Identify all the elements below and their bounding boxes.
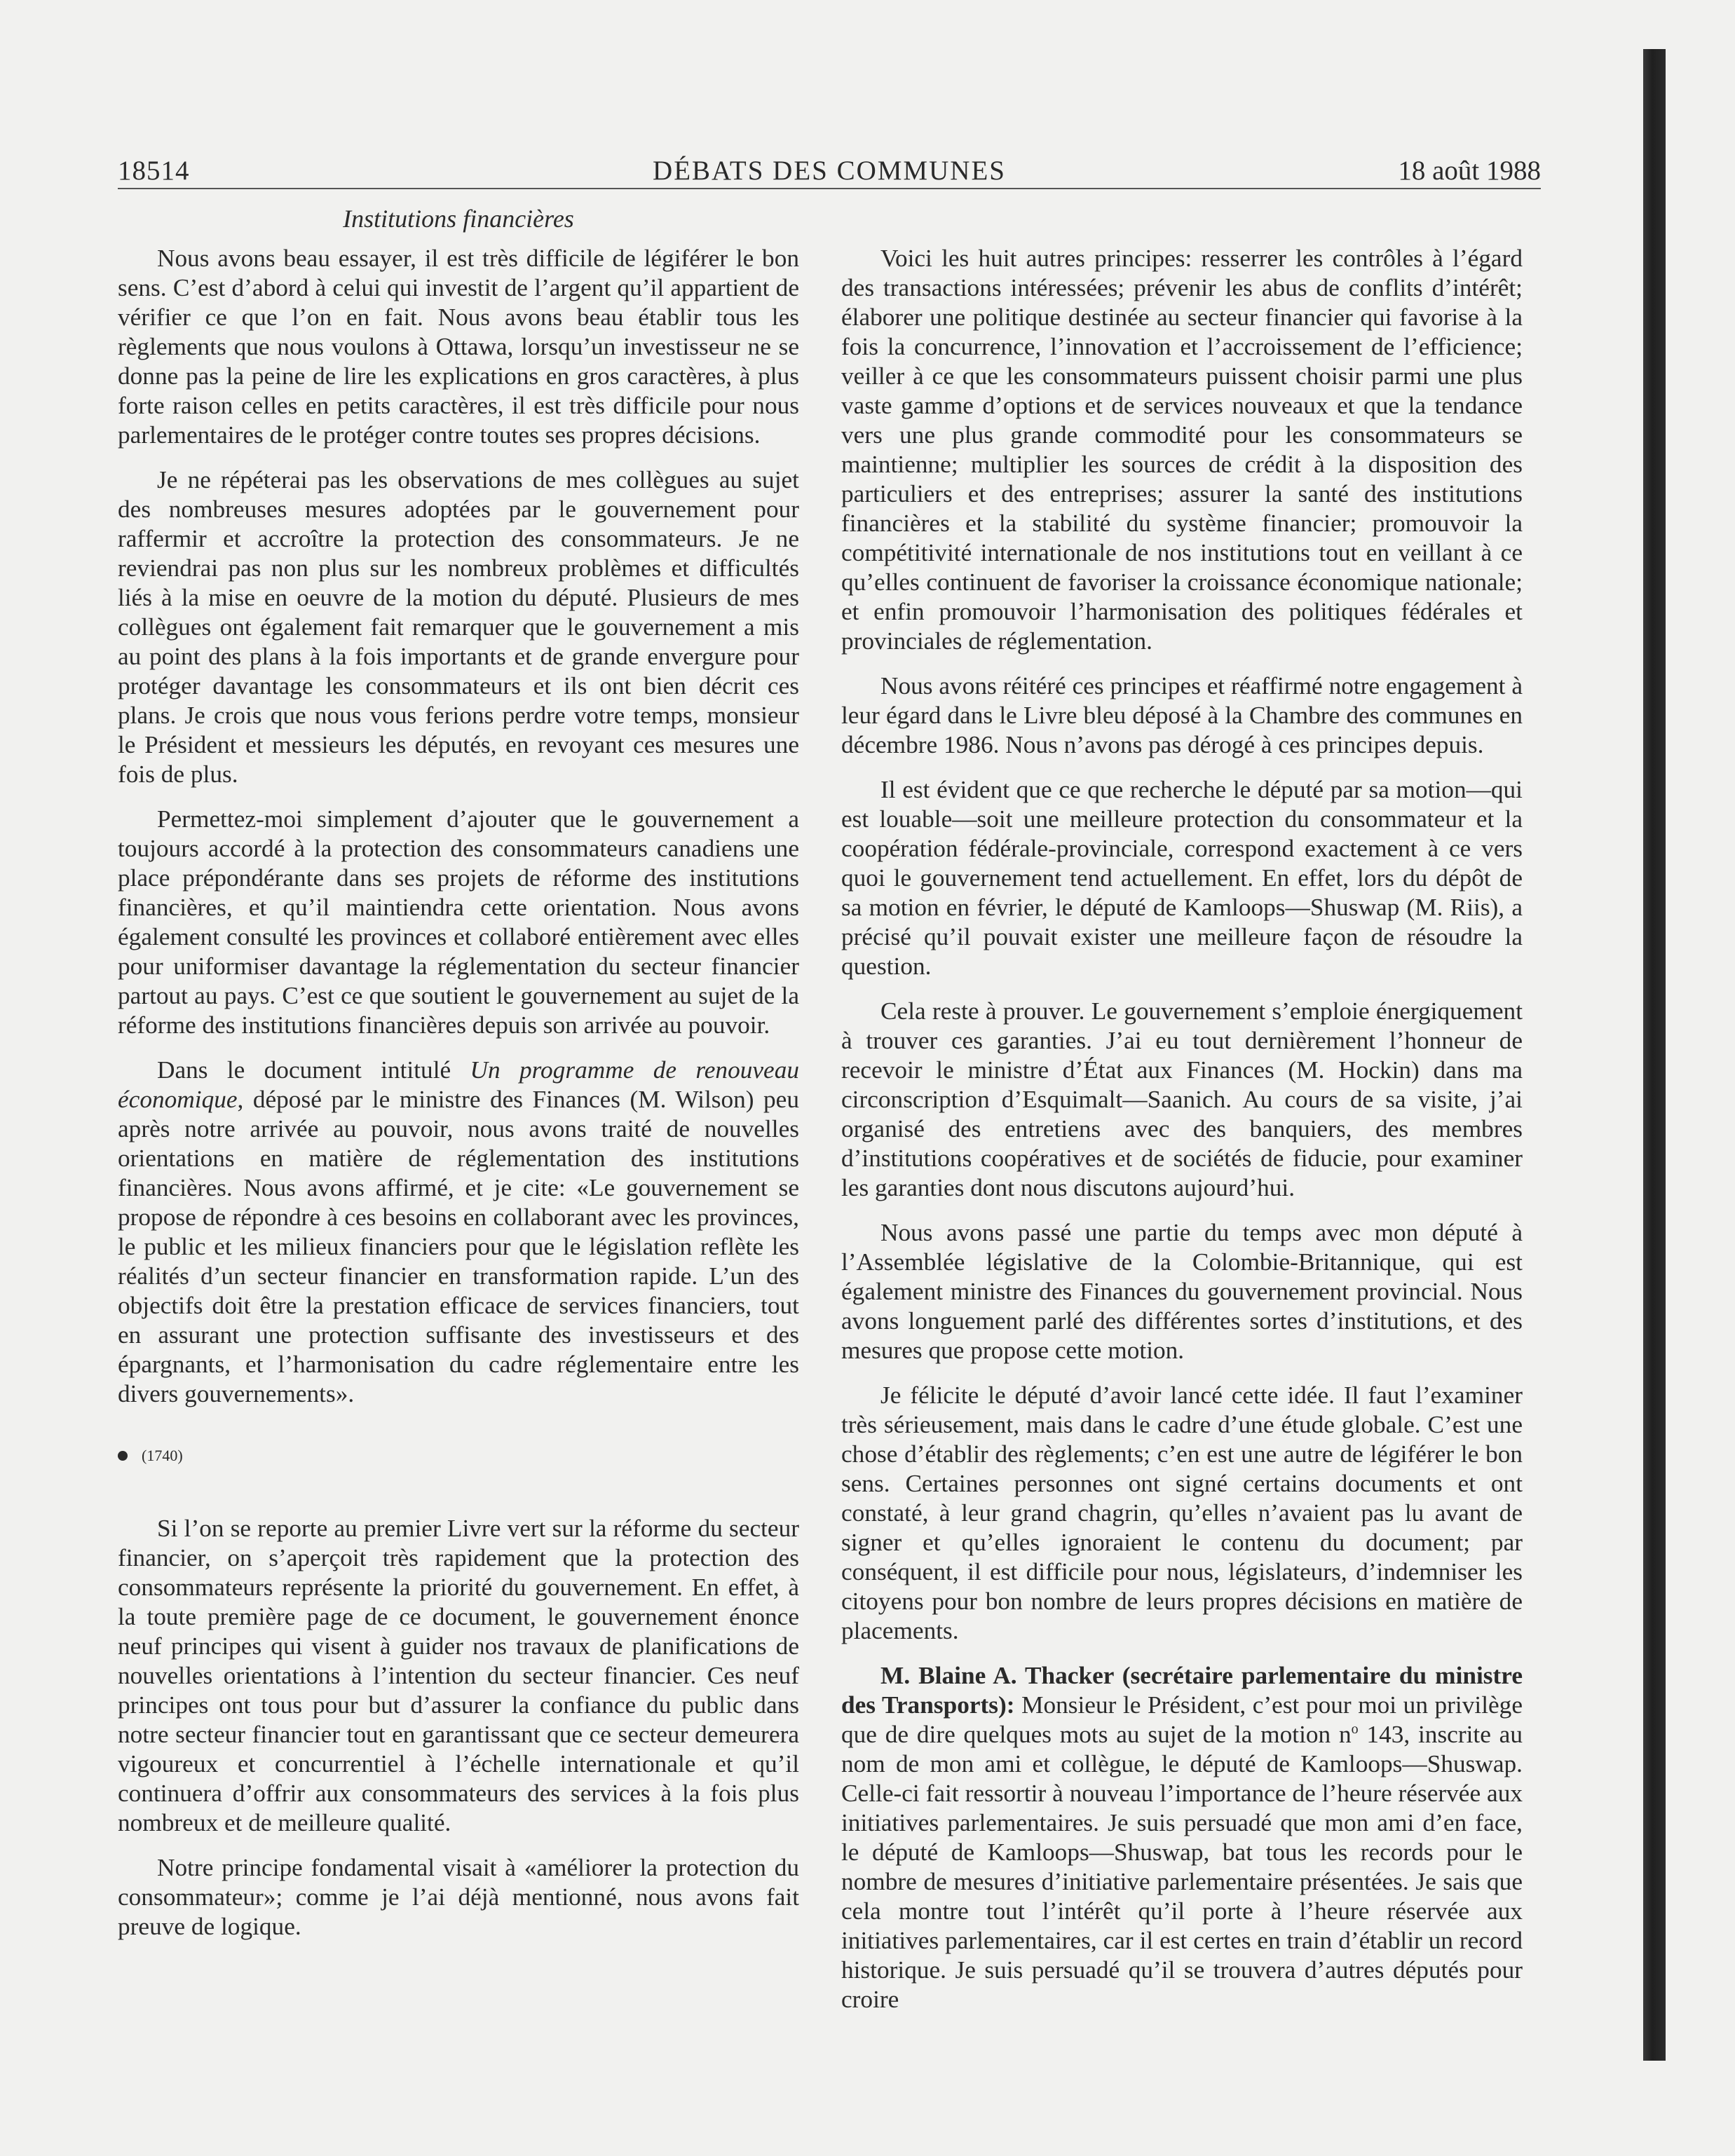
paragraph: Voici les huit autres principes: resserrer les contrôles à l’égard des transactions intéressées; prévenir les abus de conflits d’intérêt; élaborer une politique destinée au secteur financier qui favorise à la fois la concurrence, l’innovation et l’accroissement de l’efficience; veiller à ce que les consommateurs puissent choisir parmi une plus vaste gamme d’options et de services nouveaux et que la tendance vers une plus grande commodité pour les consommateurs se maintienne; multiplier les sources de crédit à la disposition des particuliers et des entreprises; assurer la santé des institutions financières et la stabilité du système financier; promouvoir la compétitivité internationale de nos institutions tout en veillant à ce qu’elles continuent de favoriser la croissance économique nationale; et enfin promouvoir l’harmonisation des politiques fédérales et provinciales de réglementation. (841, 245, 1523, 655)
time-marker-label: (1740) (142, 1447, 183, 1464)
time-marker (118, 1445, 799, 1466)
section-title: Institutions financières (343, 205, 574, 233)
speaker-name: M. Blaine A. Thacker (secrétaire parlementaire du ministre des Transports): (841, 1662, 1523, 1719)
page-number: 18514 (118, 156, 190, 186)
document-title: Un programme de renouveau économique (118, 1056, 799, 1113)
scan-edge-shadow (1643, 49, 1666, 2061)
bullet-icon (118, 1451, 128, 1461)
header-rule (118, 188, 1541, 189)
page-header (118, 153, 1541, 192)
text-run: Dans le document intitulé (157, 1056, 470, 1084)
paragraph: Cela reste à prouver. Le gouvernement s’emploie énergiquement à trouver ces garanties. J’ai eu tout dernièrement l’honneur de recevoir le ministre d’État aux Finances (M. Hockin) dans ma circonscription d’Esquimalt—Saanich. Au cours de sa visite, j’ai organisé des entretiens avec des banquiers, des membres d’institutions coopératives et de sociétés de fiducie, pour examiner les garanties dont nous discutons aujourd’hui. (841, 997, 1523, 1201)
paragraph: Nous avons beau essayer, il est très difficile de légiférer le bon sens. C’est d’abord à celui qui investit de l’argent qu’il appartient de vérifier ce que l’on en fait. Nous avons beau établir tous les règlements que nous voulons à Ottawa, lorsqu’un investisseur ne se donne pas la peine de lire les explications en gros caractères, à plus forte raison celles en petits caractères, il est très difficile pour nous parlementaires de le protéger contre toutes ses propres décisions. (118, 245, 799, 449)
journal-title: DÉBATS DES COMMUNES (653, 156, 1006, 186)
text-run: Monsieur le Président, c’est pour moi un privilège que de dire quelques mots au sujet de la motion n (841, 1691, 1523, 1748)
paragraph (118, 1056, 799, 1409)
text-run: 143, inscrite au nom de mon ami et collègue, le député de Kamloops—Shuswap. Celle-ci fait ressortir à nouveau l’importance de l’heure réservée aux initiatives parlementaires. Je suis persuadé que mon ami d’en face, le député de Kamloops—Shuswap, bat tous les records pour le nombre de mesures d’initiative parlementaire présentées. Je sais que cela montre tout l’intérêt qu’il porte à l’heure réservée aux initiatives parlementaires, car il est certes en train d’établir un record historique. Je suis persuadé qu’il se trouvera d’autres députés pour croire (841, 1721, 1523, 2013)
superscript: o (1351, 1721, 1359, 1738)
paragraph: Je félicite le député d’avoir lancé cette idée. Il faut l’examiner très sérieusement, mais dans le cadre d’une étude globale. C’est une chose d’établir des règlements; c’en est une autre de légiférer le bon sens. Certaines personnes ont signé certains documents et ont constaté, à leur grand chagrin, qu’elles n’avaient pas lu avant de signer et qu’elles ignoraient le contenu du document; par conséquent, il est difficile pour nous, législateurs, d’indemniser les citoyens pour bon nombre de leurs propres décisions en matière de placements. (841, 1381, 1523, 1644)
paragraph: Si l’on se reporte au premier Livre vert sur la réforme du secteur financier, on s’aperçoit très rapidement que la protection des consommateurs représente la priorité du gouvernement. En effet, à la toute première page de ce document, le gouvernement énonce neuf principes qui visent à guider nos travaux de planifications de nouvelles orientations à l’intention du secteur financier. Ces neuf principes ont tous pour but d’assurer la confiance du public dans notre secteur financier tout en garantissant que ce secteur demeurera vigoureux et concurrentiel à l’échelle internationale et qu’il continuera d’offrir aux consommateurs des services à la fois plus nombreux et de meilleure qualité. (118, 1515, 799, 1836)
paragraph: Nous avons passé une partie du temps avec mon député à l’Assemblée législative de la Colombie-Britannique, qui est également ministre des Finances du gouvernement provincial. Nous avons longuement parlé des différentes sortes d’institutions, et des mesures que propose cette motion. (841, 1219, 1523, 1364)
issue-date: 18 août 1988 (1398, 156, 1541, 186)
left-column (118, 244, 799, 2059)
paragraph: Je ne répéterai pas les observations de mes collègues au sujet des nombreuses mesures adoptées par le gouvernement pour raffermir et accroître la protection des consommateurs. Je ne reviendrai pas non plus sur les nombreux problèmes et difficultés liés à la mise en oeuvre de la motion du député. Plusieurs de mes collègues ont également fait remarquer que le gouvernement a mis au point des plans à la fois importants et de grande envergure pour protéger davantage les consommateurs et ils ont bien décrit ces plans. Je crois que nous vous ferions perdre votre temps, monsieur le Président et messieurs les députés, en revoyant ces mesures une fois de plus. (118, 466, 799, 788)
paragraph: Nous avons réitéré ces principes et réaffirmé notre engagement à leur égard dans le Livre bleu déposé à la Chambre des communes en décembre 1986. Nous n’avons pas dérogé à ces principes depuis. (841, 672, 1523, 758)
paragraph (841, 1661, 1523, 2014)
right-column (841, 244, 1523, 2059)
paragraph: Permettez-moi simplement d’ajouter que le gouvernement a toujours accordé à la protection des consommateurs canadiens une place prépondérante dans ses projets de réforme des institutions financières, et qu’il maintiendra cette orientation. Nous avons également consulté les provinces et collaboré entièrement avec elles pour uniformiser davantage la réglementation du secteur financier partout au pays. C’est ce que soutient le gouvernement au sujet de la réforme des institutions financières depuis son arrivée au pouvoir. (118, 805, 799, 1039)
text-run: , déposé par le ministre des Finances (M. Wilson) peu après notre arrivée au pouvoir, nous avons traité de nouvelles orientations en matière de réglementation des institutions financières. Nous avons affirmé, et je cite: «Le gouvernement se propose de répondre à ces besoins en collaborant avec les provinces, le public et les milieux financiers pour que le législation reflète les réalités d’un secteur financier en transformation rapide. L’un des objectifs doit être la prestation efficace de services financiers, tout en assurant une protection suffisante des investisseurs et des épargnants, et l’harmonisation du cadre réglementaire entre les divers gouvernements». (118, 1086, 799, 1407)
paragraph: Il est évident que ce que recherche le député par sa motion—qui est louable—soit une meilleure protection du consommateur et la coopération fédérale-provinciale, correspond exactement à ce vers quoi le gouvernement tend actuellement. En effet, lors du dépôt de sa motion en février, le député de Kamloops—Shuswap (M. Riis), a précisé qu’il pouvait exister une meilleure façon de résoudre la question. (841, 776, 1523, 980)
paragraph: Notre principe fondamental visait à «améliorer la protection du consommateur»; comme je l’ai déjà mentionné, nous avons fait preuve de logique. (118, 1854, 799, 1940)
